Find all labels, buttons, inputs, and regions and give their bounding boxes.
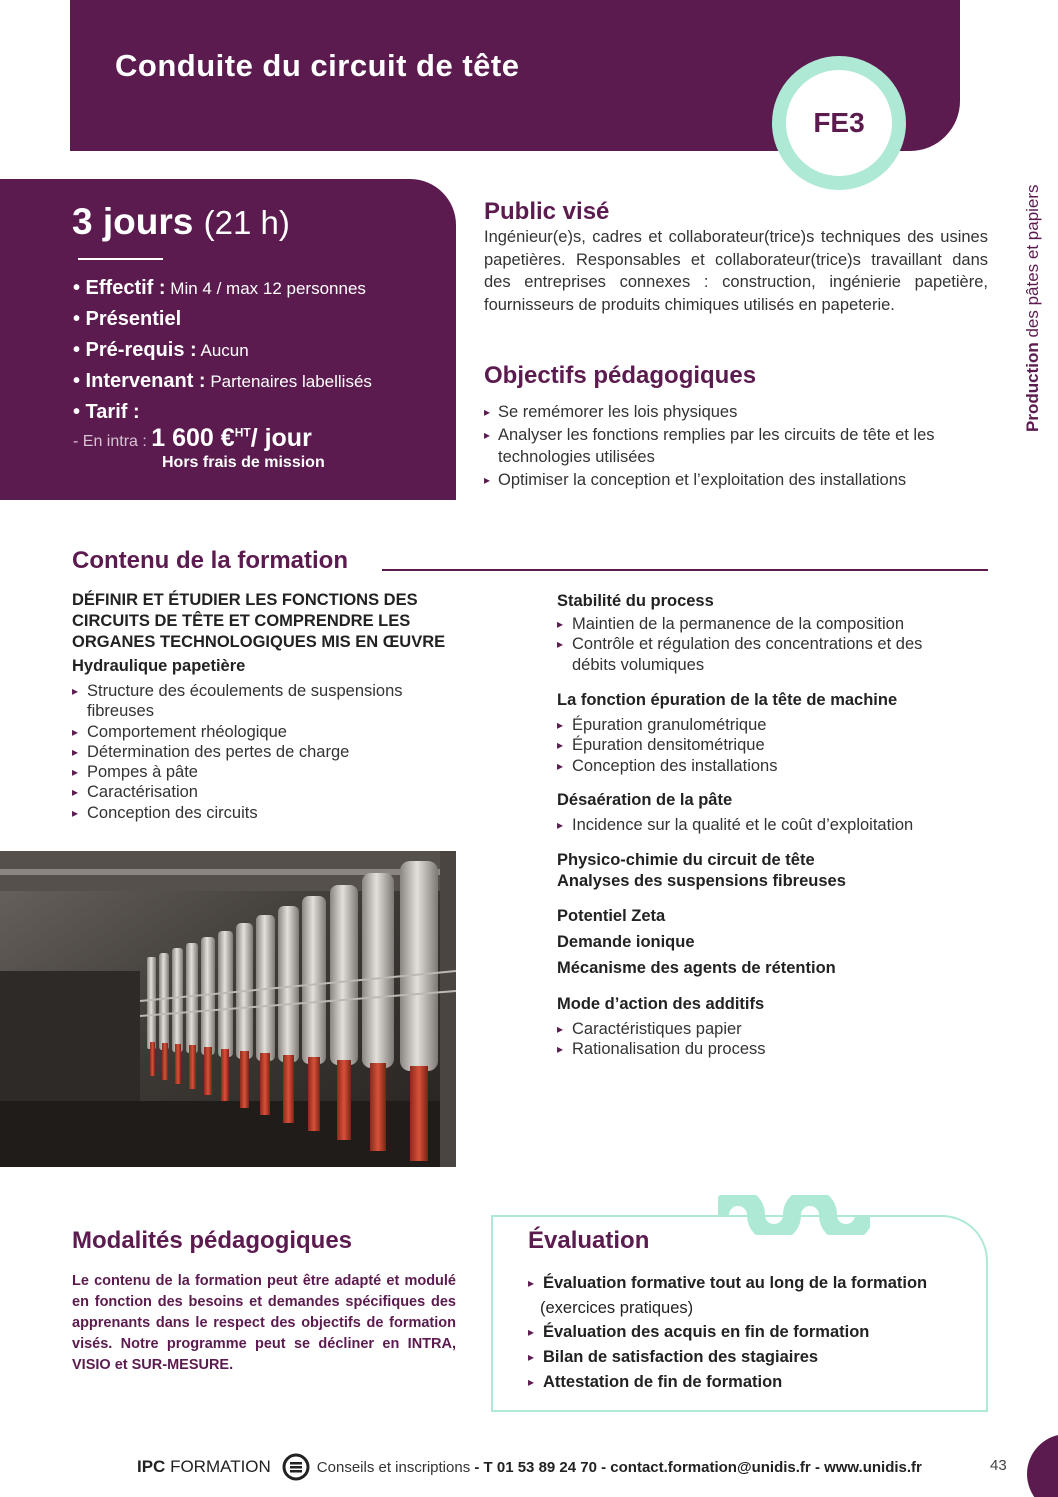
hydrocyclone-photo: [0, 851, 456, 1167]
footer: [137, 1452, 922, 1482]
duration: 3 jours (21 h): [72, 201, 290, 242]
course-code-badge: [772, 56, 906, 190]
evaluation-list: [528, 1271, 927, 1395]
list-item: ▸ Conception des installations: [557, 756, 957, 776]
intervenant: • Intervenant : Partenaires labellisés: [73, 370, 372, 392]
desaeration-title: Désaération de la pâte: [557, 791, 733, 809]
stabilite-title: Stabilité du process: [557, 592, 714, 610]
course-code: FE3: [813, 107, 865, 138]
list-item: ▸ Évaluation des acquis en fin de formation: [528, 1320, 927, 1345]
contenu-heading: Contenu de la formation: [72, 547, 348, 574]
zeta-title: Potentiel Zeta: [557, 907, 666, 925]
list-item: ▸ Optimiser la conception et l’exploitation des installations: [484, 469, 944, 492]
heading-rule: [382, 569, 988, 571]
list-item: ▸ Analyser les fonctions remplies par les circuits de tête et les technologies utilisées: [484, 424, 944, 469]
physico-title: Physico-chimie du circuit de tête: [557, 851, 815, 869]
contenu-intro: DÉFINIR ET ÉTUDIER LES FONCTIONS DES CIRCUITS DE TÊTE ET COMPRENDRE LES ORGANES TECHNOLOGIQUES MIS EN ŒUVRE: [72, 591, 446, 651]
list-item: ▸ Incidence sur la qualité et le coût d’exploitation: [557, 815, 977, 835]
objectifs-list: [484, 401, 944, 491]
list-item: ▸ Maintien de la permanence de la composition: [557, 614, 957, 634]
contact-icon: [281, 1452, 311, 1482]
info-box: [0, 179, 456, 500]
decorative-waves: [718, 1195, 870, 1235]
analyses-title: Analyses des suspensions fibreuses: [557, 872, 846, 890]
additifs-list: [557, 1019, 957, 1060]
list-item: ▸ Bilan de satisfaction des stagiaires: [528, 1345, 927, 1370]
email-link[interactable]: contact.formation@unidis.fr: [610, 1458, 811, 1476]
objectifs-heading: Objectifs pédagogiques: [484, 362, 757, 389]
list-item: ▸ Caractéristiques papier: [557, 1019, 957, 1039]
list-item: ▸ Pompes à pâte: [72, 762, 452, 782]
brand-logo: IPC FORMATION: [137, 1457, 271, 1476]
epuration-list: [557, 715, 957, 776]
retention-title: Mécanisme des agents de rétention: [557, 959, 836, 977]
section-side-label: Production des pâtes et papiers: [1023, 184, 1042, 432]
additifs-title: Mode d’action des additifs: [557, 995, 765, 1013]
effectif: • Effectif : Min 4 / max 12 personnes: [73, 277, 366, 299]
website-link[interactable]: - www.unidis.fr: [814, 1458, 922, 1476]
public-heading: Public visé: [484, 198, 610, 225]
desaeration-list: [557, 815, 977, 835]
tarif: • Tarif :: [73, 401, 140, 423]
presentiel: • Présentiel: [73, 308, 182, 330]
hydraulique-title: Hydraulique papetière: [72, 657, 246, 675]
list-item: ▸ Structure des écoulements de suspensions fibreuses: [72, 681, 452, 722]
modalites-text: Le contenu de la formation peut être adapté et modulé en fonction des besoins et demandes spécifiques des apprenants dans le respect des objectifs de formation visés. Notre programme peut se décliner en INTRA, VISIO et SUR-MESURE.: [72, 1273, 456, 1373]
list-item: ▸ Épuration granulométrique: [557, 715, 957, 735]
list-item: ▸ Épuration densitométrique: [557, 735, 957, 755]
list-item: ▸ Caractérisation: [72, 782, 452, 802]
page-title: Conduite du circuit de tête: [115, 48, 520, 83]
list-item: ▸ Attestation de fin de formation: [528, 1370, 927, 1395]
prerequis: • Pré-requis : Aucun: [73, 339, 249, 361]
hydraulique-list: [72, 681, 452, 823]
evaluation-heading: Évaluation: [528, 1227, 650, 1254]
intra-price: - En intra : 1 600 €$^{HT}$/ jour: [73, 424, 312, 452]
modalites-heading: Modalités pédagogiques: [72, 1227, 353, 1254]
page-number: 43: [990, 1457, 1007, 1474]
mission-note: Hors frais de mission: [162, 454, 325, 471]
list-item: ▸ Se remémorer les lois physiques: [484, 401, 944, 424]
list-item: ▸ Contrôle et régulation des concentrations et des débits volumiques: [557, 634, 957, 675]
epuration-title: La fonction épuration de la tête de machine: [557, 691, 898, 709]
public-text: Ingénieur(e)s, cadres et collaborateur(trice)s techniques des usines papetières. Responsables et collaborateur(trice)s travaillant dans des entreprises connexes : construction, ingénierie papetière, fournisseurs de produits chimiques utilisés en papeterie.: [484, 228, 988, 314]
divider: [78, 258, 163, 260]
list-item: ▸ Comportement rhéologique: [72, 722, 452, 742]
list-item: ▸ Détermination des pertes de charge: [72, 742, 452, 762]
list-item: ▸ Évaluation formative tout au long de la formation: [528, 1271, 927, 1296]
corner-decoration: [1027, 1434, 1058, 1497]
ionique-title: Demande ionique: [557, 933, 695, 951]
list-item-continuation: (exercices pratiques): [540, 1298, 694, 1317]
list-item: ▸ Conception des circuits: [72, 803, 452, 823]
list-item: ▸ Rationalisation du process: [557, 1039, 957, 1059]
footer-contact: Conseils et inscriptions - T 01 53 89 24 70 - contact.formation@unidis.fr - www.unidis.fr: [316, 1458, 922, 1476]
stabilite-list: [557, 614, 957, 675]
